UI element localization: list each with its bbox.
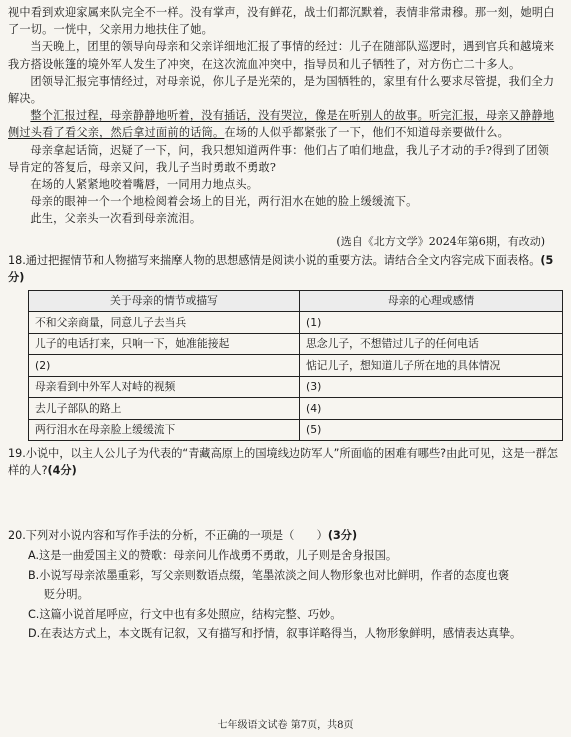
question-20-text: 20.下列对小说内容和写作手法的分析，不正确的一项是（ ）	[8, 529, 328, 543]
story-paragraph	[8, 107, 559, 141]
answer-table	[28, 290, 563, 442]
page-footer: 七年级语文试卷 第7页，共8页	[217, 720, 354, 731]
question-20-score: (3分)	[327, 529, 358, 543]
story-paragraph: 视中看到欢迎家属来队完全不一样。没有掌声，没有鲜花，战士们都沉默着，表情非常肃穆。那一刻，她明白了一切。一恍中，父亲用力地扶住了她。	[8, 6, 555, 37]
table-row	[29, 419, 563, 441]
question-18-score: (5分)	[8, 253, 554, 284]
story-paragraph: 母亲拿起话筒，迟疑了一下，问，我只想知道两件事：他们占了咱们地盘，我儿子才动的手?得到了团领导肯定的答复后，母亲又问，我儿子当时勇敢不勇敢?	[8, 143, 550, 174]
table-cell: (3)	[300, 376, 563, 398]
table-row	[29, 312, 563, 334]
question-19-score: (4分)	[47, 464, 77, 478]
answer-space	[8, 479, 559, 527]
table-cell: 两行泪水在母亲脸上缓缓流下	[29, 419, 300, 441]
option-a: A.这是一曲爱国主义的赞歌：母亲问儿作战勇不勇敢，儿子则是舍身报国。	[28, 549, 398, 563]
question-19	[8, 445, 559, 479]
story-paragraph: 母亲的眼神一个一个地检阅着会场上的目光，两行泪水在她的脸上缓缓流下。	[30, 195, 418, 209]
table-cell: 儿子的电话打来，只响一下，她准能接起	[29, 333, 300, 355]
story-text	[8, 4, 559, 250]
table-cell: 惦记儿子，想知道儿子所在地的具体情况	[300, 355, 563, 377]
table-header: 母亲的心理或感情	[300, 290, 563, 312]
underlined-sentence: 整个汇报过程，母亲静静地听着，没有插话，没有哭泣，像是在听别人的故事。听完汇报，母亲又静静地侧过头看了看父亲，然后拿过面前的话筒。	[8, 109, 555, 140]
question-20-options	[28, 546, 559, 644]
option-c: C.这篇小说首尾呼应，行文中也有多处照应，结构完整、巧妙。	[28, 607, 342, 621]
table-cell: 去儿子部队的路上	[29, 398, 300, 420]
question-18	[8, 252, 559, 286]
story-paragraph: 此生，父亲头一次看到母亲流泪。	[30, 212, 202, 226]
table-header-row	[29, 290, 563, 312]
table-cell: 不和父亲商量，同意儿子去当兵	[29, 312, 300, 334]
story-paragraph: 在场的人紧紧地咬着嘴唇，一同用力地点头。	[30, 178, 259, 192]
table-cell: (2)	[29, 355, 300, 377]
table-row	[29, 333, 563, 355]
option-b-continued: 贬分明。	[44, 588, 89, 602]
table-row	[29, 376, 563, 398]
option-b: B.小说写母亲浓墨重彩，写父亲则数语点缀，笔墨浓淡之间人物形象也对比鲜明，作者的态度也褒	[28, 568, 510, 582]
table-cell: 母亲看到中外军人对峙的视频	[29, 376, 300, 398]
table-cell: (5)	[300, 419, 563, 441]
story-sentence: 在场的人似乎都紧张了一下，他们不知道母亲要做什么。	[224, 126, 510, 140]
source-citation: (选自《北方文学》2024年第6期，有改动)	[336, 234, 545, 248]
table-row	[29, 398, 563, 420]
table-cell: (1)	[300, 312, 563, 334]
table-cell: (4)	[300, 398, 563, 420]
question-18-text: 18.通过把握情节和人物描写来揣摩人物的思想感情是阅读小说的重要方法。请结合全文内容完成下面表格。	[8, 253, 541, 267]
table-header: 关于母亲的情节或描写	[29, 290, 300, 312]
table-cell: 思念儿子，不想错过儿子的任何电话	[300, 333, 563, 355]
table-row	[29, 355, 563, 377]
story-paragraph: 团领导汇报完事情经过，对母亲说，你儿子是光荣的，是为国牺牲的，家里有什么要求尽管提，我们全力解决。	[8, 74, 555, 106]
option-d: D.在表达方式上，本文既有记叙，又有描写和抒情，叙事详略得当，人物形象鲜明，感情表达真挚。	[28, 627, 522, 641]
story-paragraph: 当天晚上，团里的领导向母亲和父亲详细地汇报了事情的经过：儿子在随部队巡逻时，遇到官兵和越境来我方搭设帐篷的境外军人发生了冲突，在这次流血冲突中，指导员和儿子牺牲了，对方伤亡二十多人。	[8, 40, 555, 71]
question-19-text: 19.小说中，以主人公儿子为代表的“青藏高原上的国境线边防军人”所面临的困难有哪些?由此可见，这是一群怎样的人?	[8, 447, 558, 478]
question-20	[8, 527, 559, 544]
